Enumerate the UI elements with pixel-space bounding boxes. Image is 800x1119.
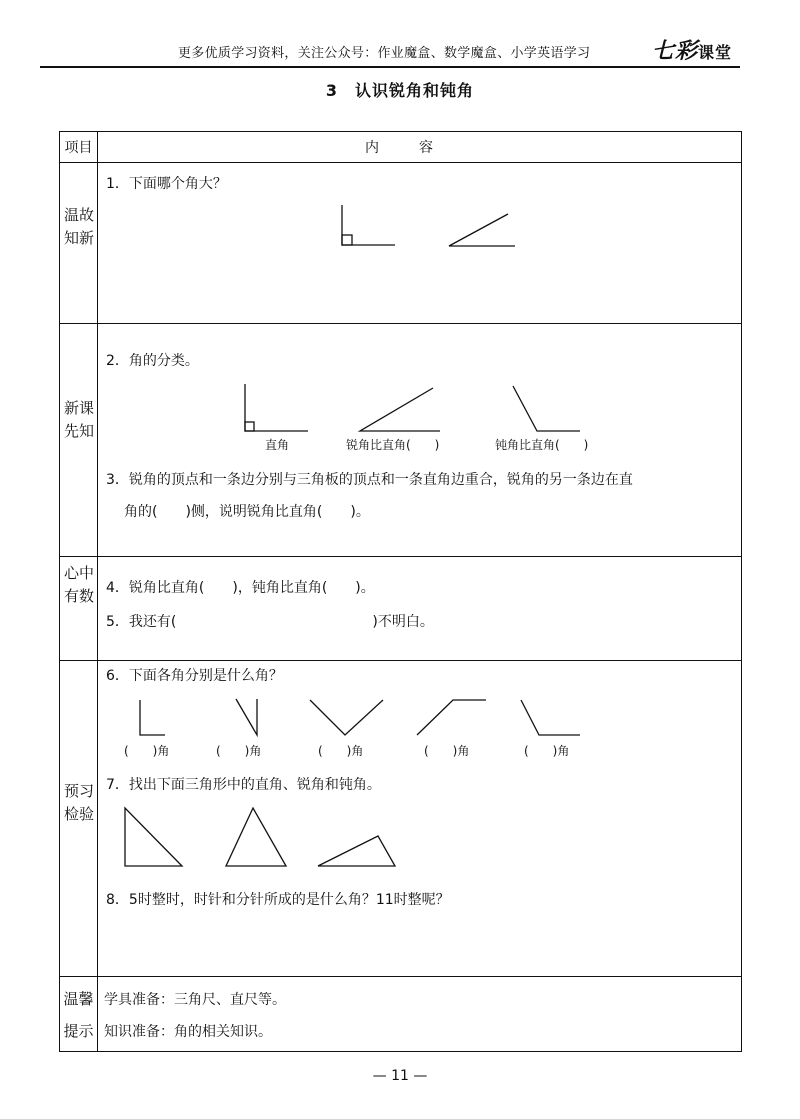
q2-obtuse-angle [513, 386, 580, 431]
row-divider-mind [60, 660, 741, 661]
brand-sub: 课堂 [698, 43, 733, 62]
question-3-line-1: 3．锐角的顶点和一条边分别与三角板的顶点和一条直角边重合，锐角的另一条边在直 [106, 472, 633, 488]
q6-blank-5: ( )角 [524, 744, 570, 758]
q7-acute-triangle [226, 808, 286, 866]
q7-triangles-figure [120, 800, 400, 870]
q6-angle-1 [140, 700, 165, 735]
row-divider-new [60, 556, 741, 557]
q2-right-angle-mark [245, 422, 254, 431]
question-6: 6．下面各角分别是什么角？ [106, 668, 283, 684]
section-label-new: 新课先知 [64, 399, 95, 440]
brand-logo [652, 34, 732, 65]
q6-blank-4: ( )角 [424, 744, 470, 758]
question-2: 2．角的分类。 [106, 353, 199, 369]
page-title: 3 认识锐角和钝角 [325, 81, 475, 100]
header-rule [40, 66, 740, 68]
section-label-review: 温故知新 [64, 206, 95, 247]
q1-right-angle [342, 205, 395, 245]
q2-acute-angle [360, 388, 440, 431]
header-note: 更多优质学习资料，关注公众号：作业魔盒、数学魔盒、小学英语学习 [178, 46, 591, 61]
q7-right-triangle [125, 808, 182, 866]
row-divider-review [60, 323, 741, 324]
q2-label-obtuse: 钝角比直角( ) [495, 438, 589, 452]
section-label-preview: 预习检验 [64, 782, 95, 823]
column-header-content: 内容 [365, 140, 473, 156]
q2-angles-figure [230, 380, 590, 436]
section-label-tips-1: 温馨 [63, 990, 94, 1008]
row-divider-header [60, 162, 741, 163]
question-4: 4．锐角比直角( )，钝角比直角( )。 [106, 580, 375, 596]
q6-angle-4 [417, 700, 486, 735]
column-divider [97, 132, 98, 1051]
question-3-line-2: 角的( )侧，说明锐角比直角( )。 [124, 504, 370, 520]
section-label-mind: 心中有数 [64, 564, 95, 605]
question-1: 1．下面哪个角大？ [106, 176, 227, 192]
q6-angle-3 [310, 700, 383, 735]
q1-acute-angle [449, 214, 515, 246]
q2-label-right: 直角 [265, 438, 290, 452]
section-label-tips-2: 提示 [63, 1022, 94, 1040]
question-5: 5．我还有( )不明白。 [106, 614, 434, 630]
question-7: 7．找出下面三角形中的直角、锐角和钝角。 [106, 777, 381, 793]
tips-tools: 学具准备：三角尺、直尺等。 [104, 992, 286, 1008]
q6-angle-2 [236, 699, 257, 735]
column-header-item: 项目 [64, 140, 93, 156]
q6-blank-3: ( )角 [318, 744, 364, 758]
q7-obtuse-triangle [318, 836, 395, 866]
q6-blank-2: ( )角 [216, 744, 262, 758]
q6-blank-1: ( )角 [124, 744, 170, 758]
q2-label-acute: 锐角比直角( ) [346, 438, 440, 452]
page-number: — 11 — [372, 1068, 428, 1084]
row-divider-preview [60, 976, 741, 977]
tips-knowledge: 知识准备：角的相关知识。 [104, 1024, 272, 1040]
q6-angles-figure [130, 695, 590, 741]
q1-right-angle-mark [342, 235, 352, 245]
brand-main: 七彩 [652, 38, 699, 64]
q1-angles-figure [335, 200, 525, 252]
q6-angle-5 [521, 700, 580, 735]
question-8: 8．5时整时，时针和分针所成的是什么角？11时整呢？ [106, 892, 450, 908]
